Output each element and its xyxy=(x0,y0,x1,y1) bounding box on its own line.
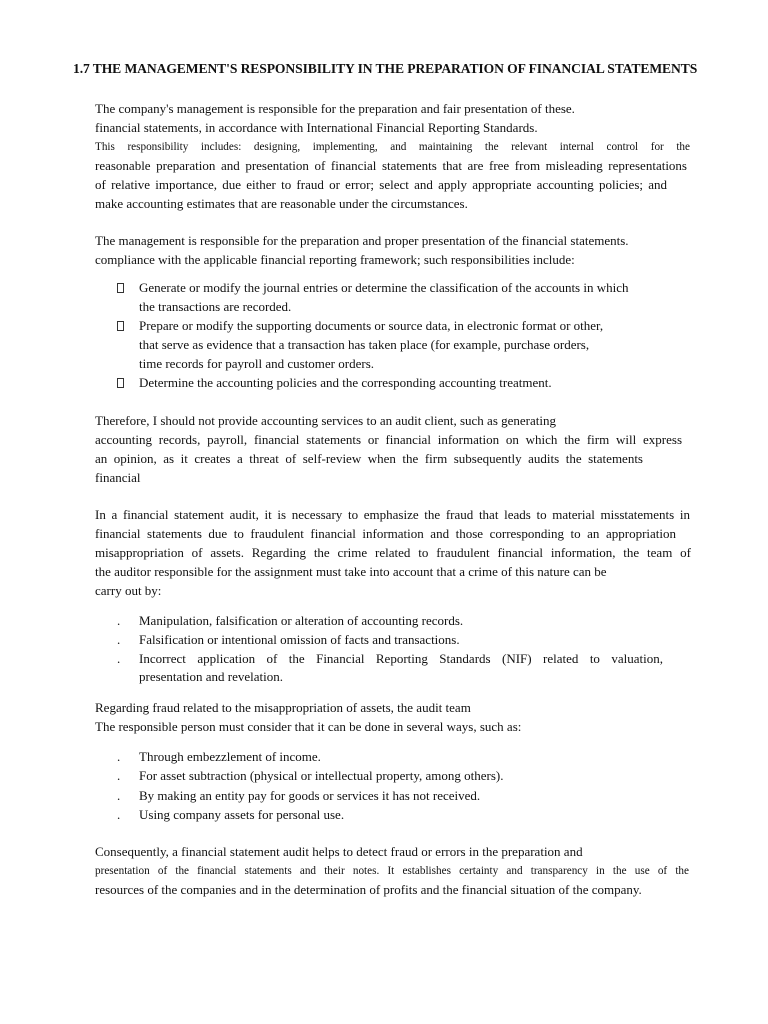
paragraph-line: presentation of the financial statements and their notes. It establishes certainty and transparency in the use of the xyxy=(95,865,689,877)
paragraph-line: of relative importance, due either to fraud or error; select and apply appropriate accounting policies; and xyxy=(95,177,667,192)
paragraph-line: make accounting estimates that are reasonable under the circumstances. xyxy=(95,196,468,211)
list-bullet xyxy=(117,280,131,297)
list-item: the transactions are recorded. xyxy=(139,299,292,314)
paragraph-line: financial xyxy=(95,470,141,485)
list-bullet: . xyxy=(117,749,121,764)
list-item: For asset subtraction (physical or intellectual property, among others). xyxy=(139,768,504,783)
list-item: presentation and revelation. xyxy=(139,669,284,684)
list-item: time records for payroll and customer orders. xyxy=(139,356,375,371)
list-item: Falsification or intentional omission of facts and transactions. xyxy=(139,632,460,647)
paragraph-line: Consequently, a financial statement audit helps to detect fraud or errors in the preparation and xyxy=(95,844,583,859)
paragraph-line: compliance with the applicable financial reporting framework; such responsibilities include: xyxy=(95,252,575,267)
list-item: Determine the accounting policies and the corresponding accounting treatment. xyxy=(139,375,552,390)
list-item: Generate or modify the journal entries or determine the classification of the accounts in which xyxy=(139,280,629,295)
paragraph-line: an opinion, as it creates a threat of self-review when the firm subsequently audits the statements xyxy=(95,451,643,466)
paragraph-line: misappropriation of assets. Regarding the crime related to fraudulent financial information, the team of xyxy=(95,545,691,560)
list-bullet xyxy=(117,318,131,335)
paragraph-line: This responsibility includes: designing, implementing, and maintaining the relevant internal control for the xyxy=(95,141,690,153)
paragraph-line: the auditor responsible for the assignment must take into account that a crime of this nature can be xyxy=(95,564,607,579)
list-bullet xyxy=(117,375,131,392)
paragraph-line: The responsible person must consider that it can be done in several ways, such as: xyxy=(95,719,522,734)
list-item: Manipulation, falsification or alteration of accounting records. xyxy=(139,613,464,628)
list-item: Prepare or modify the supporting documents or source data, in electronic format or other, xyxy=(139,318,604,333)
list-bullet: . xyxy=(117,632,121,647)
list-item: By making an entity pay for goods or services it has not received. xyxy=(139,788,481,803)
paragraph-line: accounting records, payroll, financial statements or financial information on which the firm will express xyxy=(95,432,682,447)
paragraph-line: carry out by: xyxy=(95,583,162,598)
paragraph-line: The management is responsible for the preparation and proper presentation of the financial statements. xyxy=(95,233,629,248)
list-bullet: . xyxy=(117,613,121,628)
section-title: 1.7 THE MANAGEMENT'S RESPONSIBILITY IN THE PREPARATION OF FINANCIAL STATEMENTS xyxy=(73,61,698,76)
list-item: Incorrect application of the Financial Reporting Standards (NIF) related to valuation, xyxy=(139,651,663,666)
list-item: Using company assets for personal use. xyxy=(139,807,345,822)
paragraph-line: The company's management is responsible for the preparation and fair presentation of these. xyxy=(95,101,575,116)
paragraph-line: reasonable preparation and presentation of financial statements that are free from misleading representations xyxy=(95,158,687,173)
paragraph-line: resources of the companies and in the determination of profits and the financial situation of the company. xyxy=(95,882,642,897)
list-bullet: . xyxy=(117,768,121,783)
paragraph-line: Regarding fraud related to the misappropriation of assets, the audit team xyxy=(95,700,471,715)
paragraph-line: financial statements, in accordance with International Financial Reporting Standards. xyxy=(95,120,538,135)
list-item: Through embezzlement of income. xyxy=(139,749,321,764)
paragraph-line: Therefore, I should not provide accounting services to an audit client, such as generating xyxy=(95,413,556,428)
list-item: that serve as evidence that a transaction has taken place (for example, purchase orders, xyxy=(139,337,590,352)
paragraph-line: In a financial statement audit, it is necessary to emphasize the fraud that leads to material misstatements in xyxy=(95,507,690,522)
list-bullet: . xyxy=(117,651,121,666)
list-bullet: . xyxy=(117,807,121,822)
list-bullet: . xyxy=(117,788,121,803)
paragraph-line: financial statements due to fraudulent financial information and those corresponding to an appropriation xyxy=(95,526,676,541)
